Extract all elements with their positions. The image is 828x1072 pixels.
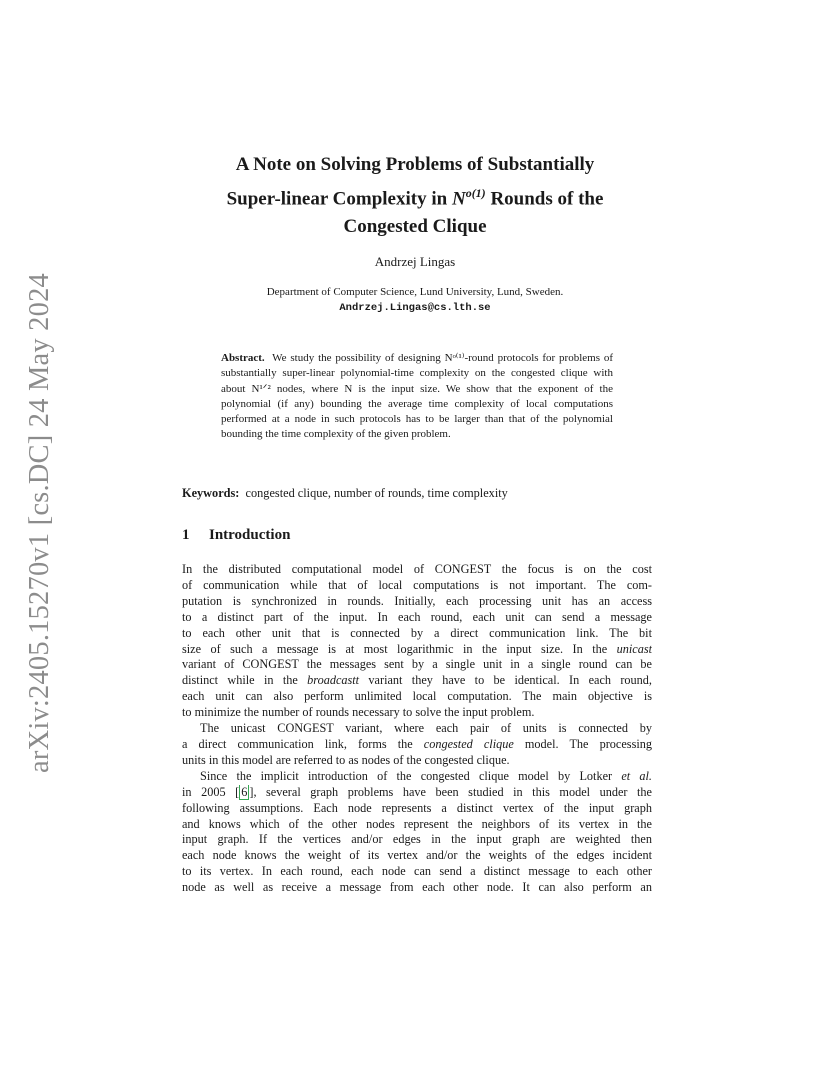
abstract-label: Abstract. — [221, 352, 265, 364]
body-line: distinct while in the broadcastt variant they have to be identical. In each round, — [182, 673, 652, 688]
keywords — [182, 486, 652, 501]
body-line: to a distinct part of the input. In each round, each unit can send a message — [182, 609, 652, 624]
body-line: The unicast CONGEST variant, where each pair of units is connected by — [200, 721, 652, 736]
body-line: and knows which of the other nodes represent the neighbors of its vertex in the — [182, 816, 652, 831]
body-line: putation is synchronized in rounds. Initially, each processing unit has an access — [182, 593, 652, 608]
abstract-text: We study the possibility of designing Nᵒ⁽¹⁾-round protocols for problems of substantially super-linear polynomial-time complexity on the congested clique with about N¹ᐟ² nodes, where N is the input size. We show that the exponent of the polynomial (if any) bounding the average time complexity of local computations performed at a node in such protocols has to be larger than that of the polynomial bounding the time complexity of the given problem. — [221, 352, 613, 441]
author-name: Andrzej Lingas — [374, 254, 456, 269]
body-line: following assumptions. Each node represents a distinct vertex of the input graph — [182, 800, 652, 815]
body-line: In the distributed computational model of CONGEST the focus is on the cost — [182, 562, 652, 576]
body-line: units in this model are referred to as nodes of the congested clique. — [182, 752, 510, 767]
emphasis: unicast — [616, 641, 652, 656]
emphasis: congested clique — [423, 736, 514, 751]
title-line-1: A Note on Solving Problems of Substantially — [235, 154, 595, 175]
keywords-label: Keywords: — [182, 486, 240, 500]
section-number: 1 — [182, 527, 190, 543]
body-line: a direct communication link, forms the congested clique model. The processing — [182, 736, 652, 751]
citation-link: 6 — [241, 784, 248, 799]
body-line: of communication while that of local computations is not important. The com- — [182, 577, 652, 592]
arxiv-identifier: arXiv:2405.15270v1 [cs.DC] 24 May 2024 — [24, 273, 55, 773]
paper-title — [150, 151, 680, 241]
author-email[interactable]: Andrzej.Lingas@cs.lth.se — [339, 302, 491, 314]
body-line: size of such a message is at most logarithmic in the input size. In the unicast — [182, 641, 652, 656]
arxiv-sidebar — [20, 243, 60, 803]
body-line: each node knows the weight of its vertex and/or the weights of the edges incident — [182, 848, 652, 863]
emphasis: et al. — [621, 768, 652, 783]
affiliation-block — [150, 284, 680, 316]
body-line: to minimize the number of rounds necessary to solve the input problem. — [182, 705, 535, 720]
body-line: node as well as receive a message from each other node. It can also perform an — [182, 880, 652, 895]
body-line: to its vertex. In each round, each node can send a distinct message to each other — [182, 864, 652, 879]
keywords-text: congested clique, number of rounds, time complexity — [245, 486, 508, 500]
title-line-3: Congested Clique — [343, 216, 487, 238]
section-heading — [182, 527, 290, 544]
affiliation: Department of Computer Science, Lund University, Lund, Sweden. — [266, 286, 564, 298]
emphasis: broadcastt — [307, 673, 360, 688]
body-line: variant of CONGEST the messages sent by a single unit in a single round can be — [182, 657, 652, 672]
introduction-body — [182, 562, 652, 896]
body-line: Since the implicit introduction of the congested clique model by Lotker et al. — [200, 768, 652, 783]
section-title: Introduction — [209, 527, 291, 543]
body-line: input graph. If the vertices and/or edges in the input graph are weighted then — [182, 832, 652, 847]
title-line-2: Super-linear Complexity in $N^{o(1)}$ Rounds of the — [226, 186, 604, 210]
body-line-with-citation[interactable]: in 2005 [ 6 ], several graph problems have been studied in this model under the — [182, 784, 652, 799]
abstract — [221, 351, 613, 443]
body-line: each unit can also perform unlimited local computation. The main objective is — [182, 689, 652, 704]
body-line: to each other unit that is connected by a direct communication link. The bit — [182, 625, 652, 640]
